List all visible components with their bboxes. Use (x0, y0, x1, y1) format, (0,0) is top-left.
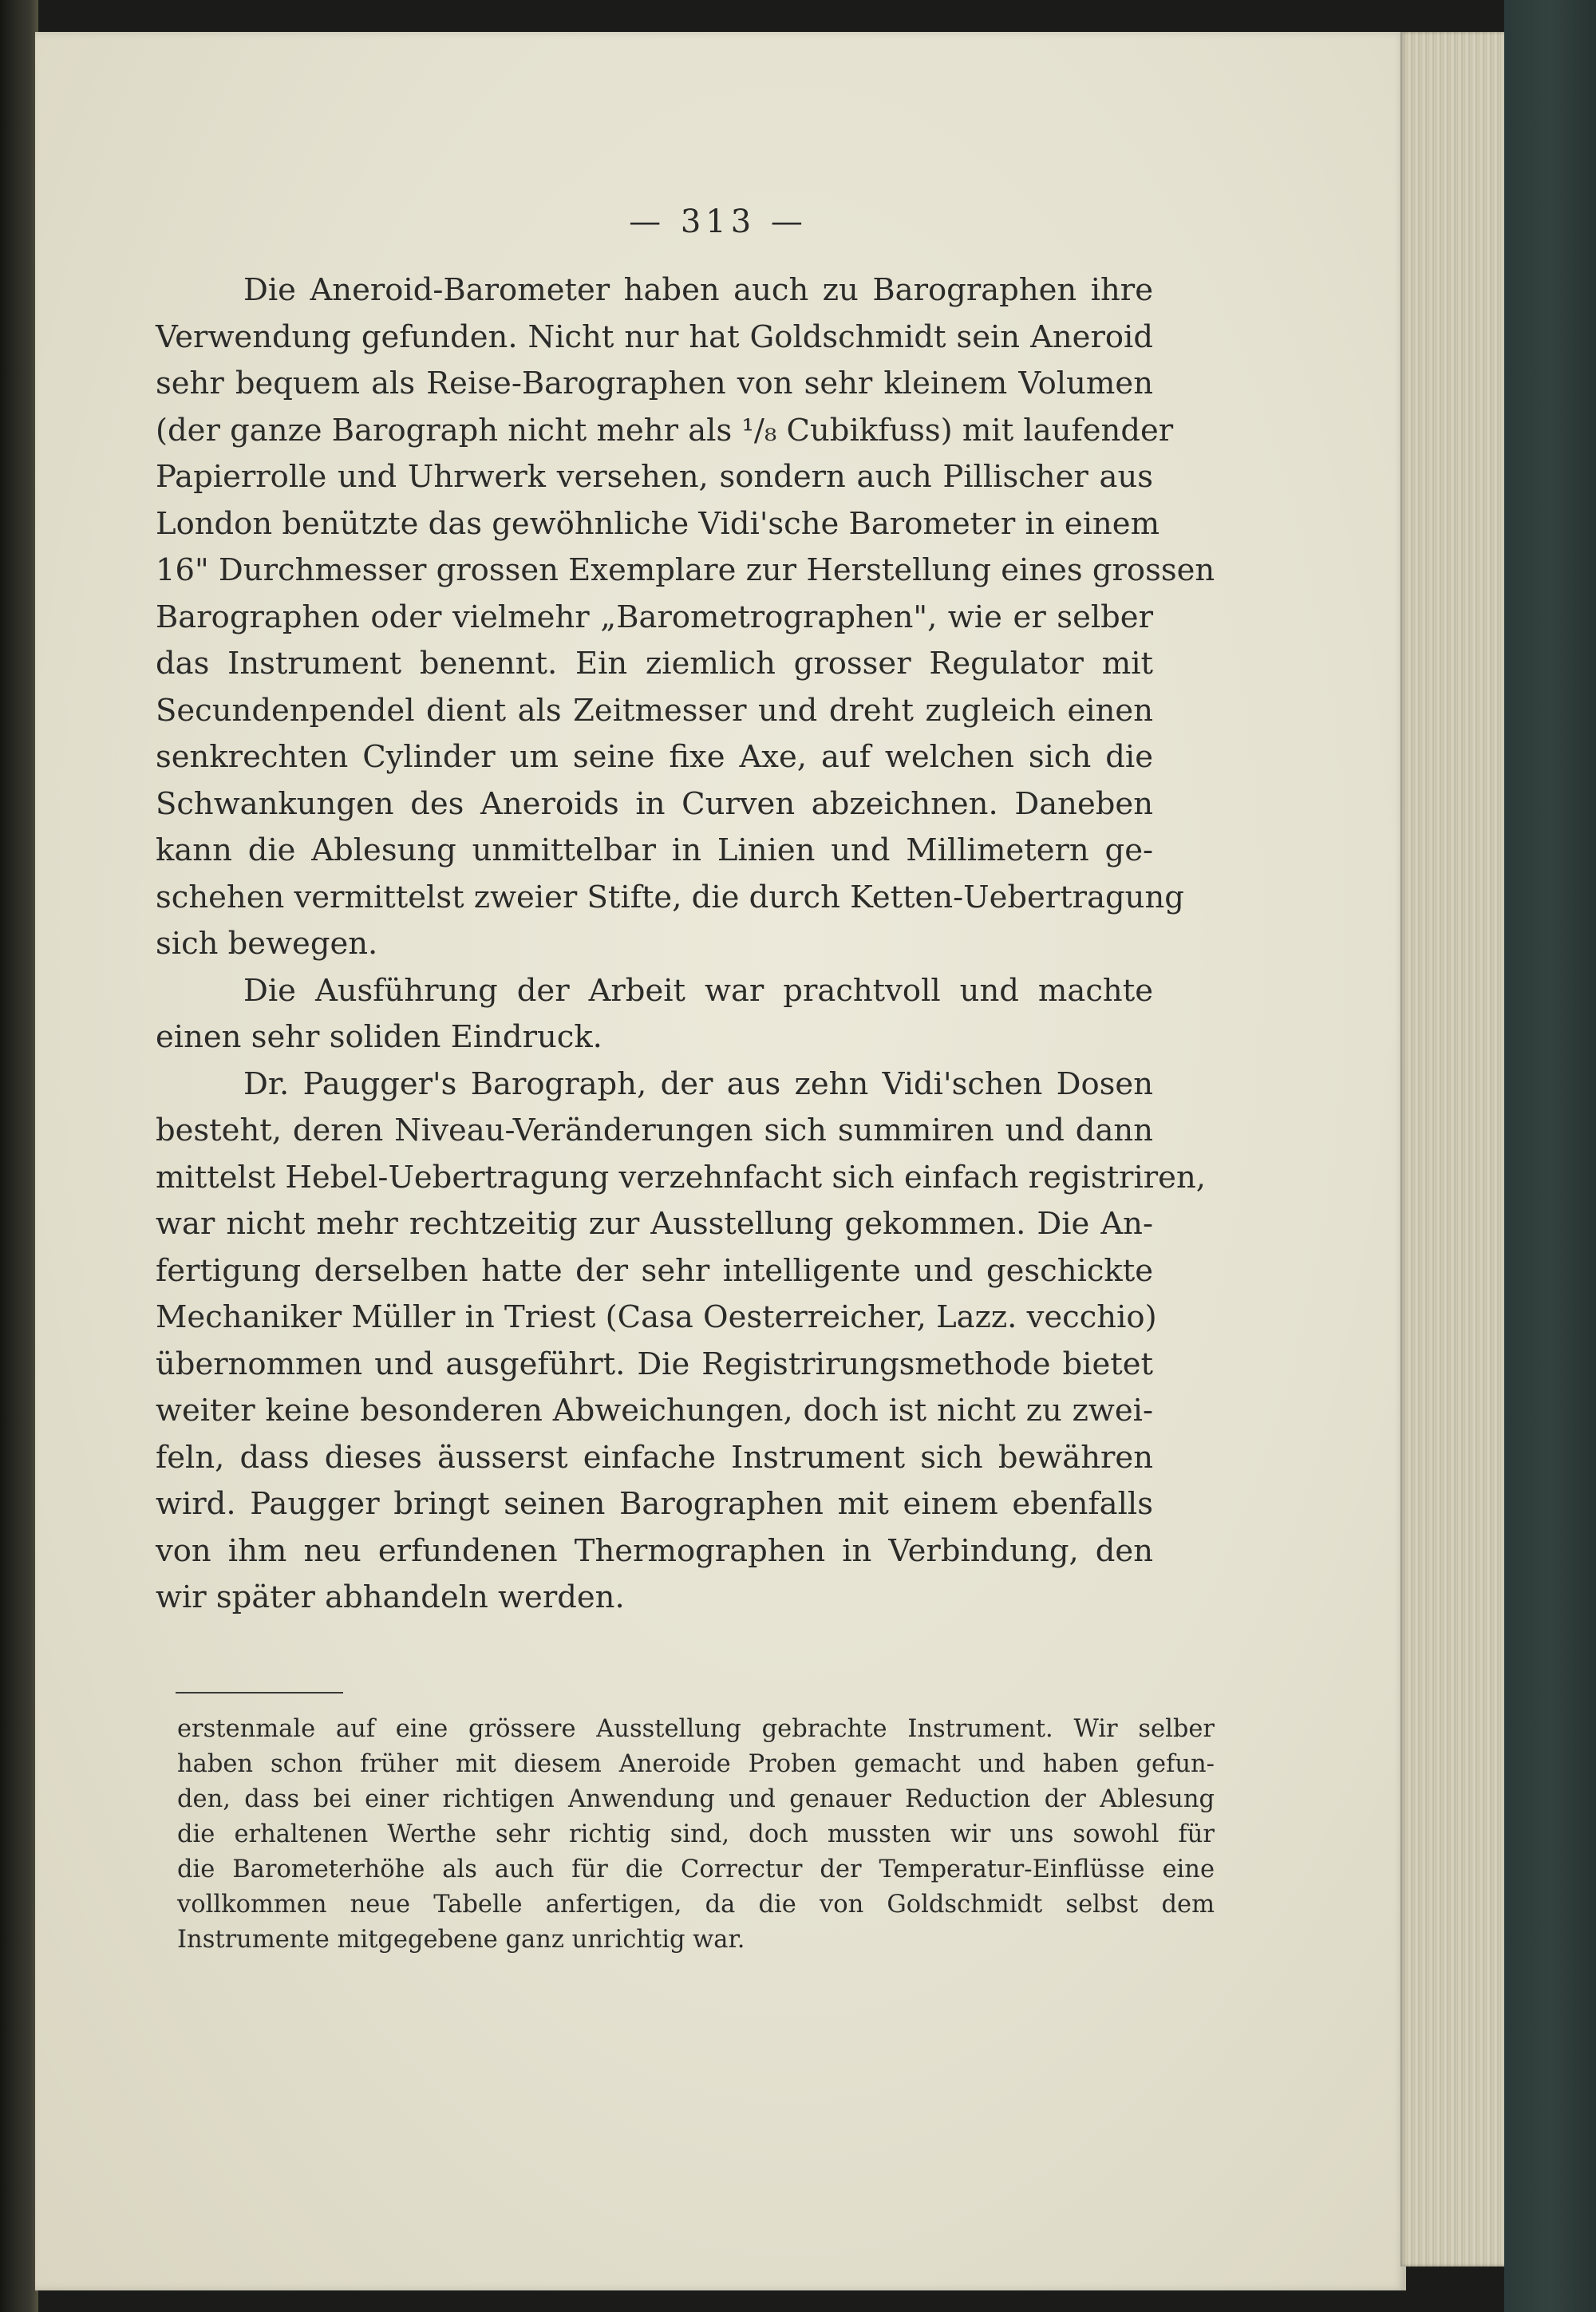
footnote-line: vollkommen neue Tabelle anfertigen, da die von Goldschmidt selbst dem (177, 1891, 1215, 1919)
text-line: Die Ausführung der Arbeit war prachtvoll und machte (243, 972, 1153, 1009)
text-line: 16" Durchmesser grossen Exemplare zur Herstellung eines grossen (156, 552, 1215, 588)
text-line: Schwankungen des Aneroids in Curven abzeichnen. Daneben (156, 785, 1153, 822)
footnote-line: die erhaltenen Werthe sehr richtig sind, doch mussten wir uns sowohl für (177, 1820, 1215, 1848)
text-line: feln, dass dieses äusserst einfache Instrument sich bewähren (156, 1439, 1153, 1476)
text-line: Mechaniker Müller in Triest (Casa Oesterreicher, Lazz. vecchio) (156, 1299, 1157, 1335)
footnote-line: haben schon früher mit diesem Aneroide Proben gemacht und haben gefun- (177, 1750, 1215, 1778)
text-line: weiter keine besonderen Abweichungen, doch ist nicht zu zwei- (156, 1393, 1153, 1429)
text-line: (der ganze Barograph nicht mehr als ¹/₈ Cubikfuss) mit laufender (156, 412, 1174, 449)
paragraph (156, 968, 1153, 1061)
footnote-line: Instrumente mitgegebene ganz unrichtig war. (177, 1926, 745, 1954)
text-line: senkrechten Cylinder um seine fixe Axe, auf welchen sich die (156, 739, 1153, 775)
page-edges-stack (1400, 32, 1504, 2267)
text-line: schehen vermittelst zweier Stifte, die durch Ketten-Uebertragung (156, 879, 1184, 915)
book-cover-edge (1504, 0, 1596, 2312)
text-line: Secundenpendel dient als Zeitmesser und dreht zugleich einen (156, 692, 1153, 729)
text-line: besteht, deren Niveau-Veränderungen sich summiren und dann (156, 1113, 1153, 1148)
page-number: — 313 — (629, 204, 808, 240)
footnote-line: den, dass bei einer richtigen Anwendung und genauer Reduction der Ablesung (177, 1785, 1215, 1813)
text-line: kann die Ablesung unmittelbar in Linien und Millimetern ge- (156, 832, 1153, 868)
paragraph (156, 267, 1215, 968)
text-line: Dr. Paugger's Barograph, der aus zehn Vidi'schen Dosen (243, 1065, 1153, 1102)
footnote-separator (176, 1692, 343, 1693)
footnote-line: die Barometerhöhe als auch für die Correctur der Temperatur-Einflüsse eine (177, 1856, 1215, 1883)
text-line: Verwendung gefunden. Nicht nur hat Goldschmidt sein Aneroid (156, 318, 1153, 355)
footnote-line: erstenmale auf eine grössere Ausstellung gebrachte Instrument. Wir selber (177, 1715, 1215, 1743)
text-line: Papierrolle und Uhrwerk versehen, sondern auch Pillischer aus (156, 459, 1153, 495)
footnote (177, 1712, 1215, 1958)
text-line: mittelst Hebel-Uebertragung verzehnfacht sich einfach registriren, (156, 1159, 1206, 1196)
main-text (156, 267, 1215, 1622)
text-line: übernommen und ausgeführt. Die Registrirungsmethode bietet (156, 1346, 1153, 1382)
text-line: Die Aneroid-Barometer haben auch zu Barographen ihre (243, 272, 1153, 308)
text-line: Barographen oder vielmehr „Barometrographen", wie er selber (156, 599, 1153, 635)
text-line: wir später abhandeln werden. (156, 1579, 625, 1615)
text-line: sich bewegen. (156, 926, 378, 962)
text-line: wird. Paugger bringt seinen Barographen mit einem ebenfalls (156, 1486, 1153, 1522)
text-line: das Instrument benennt. Ein ziemlich grosser Regulator mit (156, 646, 1153, 682)
text-line: sehr bequem als Reise-Barographen von sehr kleinem Volumen (156, 366, 1153, 401)
text-line: von ihm neu erfundenen Thermographen in Verbindung, den (156, 1532, 1153, 1569)
text-line: fertigung derselben hatte der sehr intelligente und geschickte (156, 1252, 1153, 1289)
book-gutter-left (0, 0, 38, 2312)
text-line: war nicht mehr rechtzeitig zur Ausstellung gekommen. Die An- (156, 1206, 1153, 1242)
paragraph (156, 1061, 1206, 1622)
text-line: London benützte das gewöhnliche Vidi'sche Barometer in einem (156, 505, 1160, 542)
text-line: einen sehr soliden Eindruck. (156, 1019, 602, 1055)
